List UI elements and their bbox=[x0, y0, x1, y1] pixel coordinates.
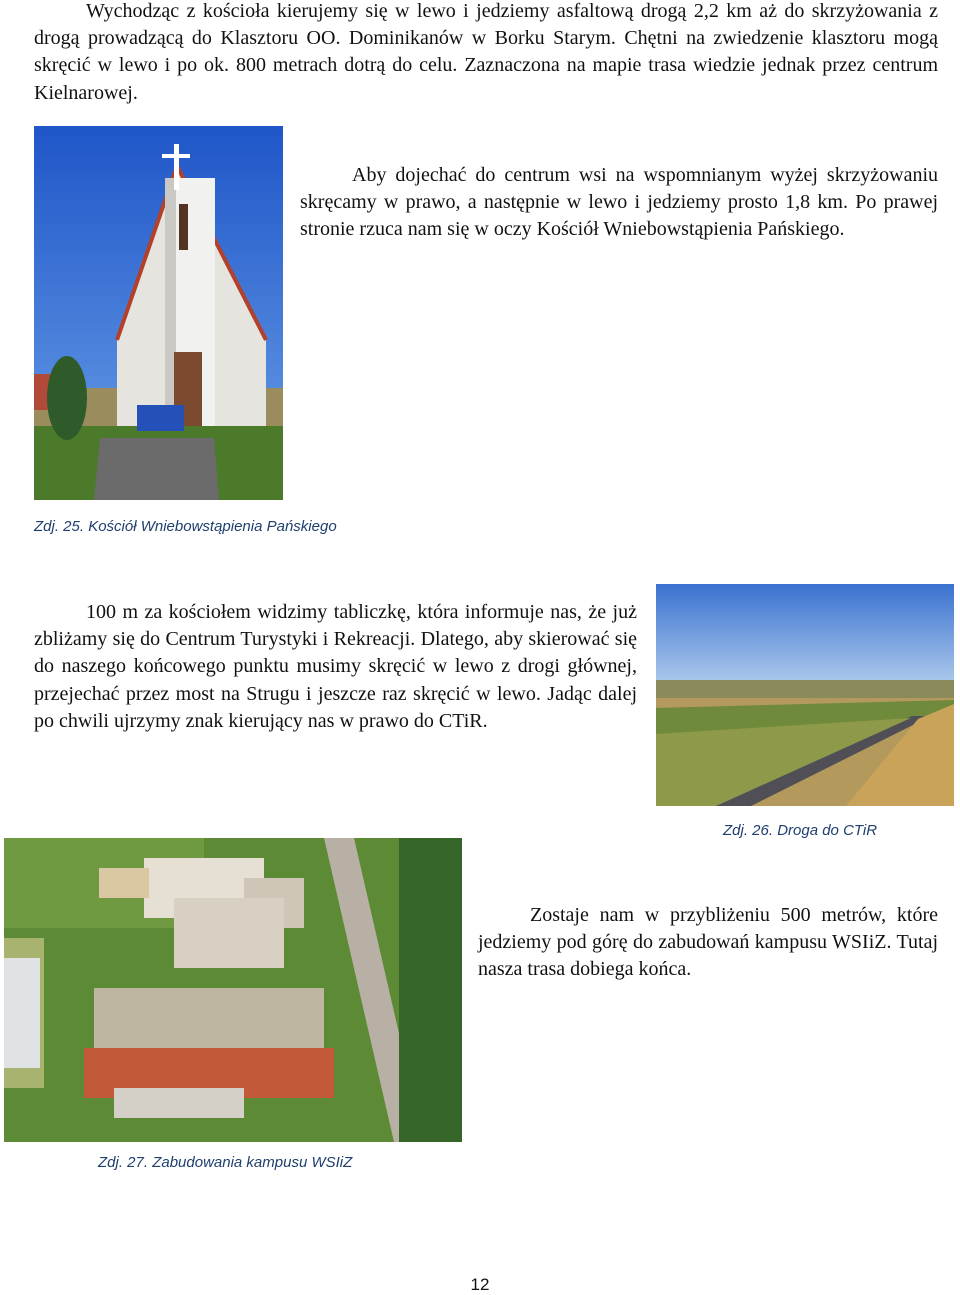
final-paragraph: Zostaje nam w przybliżeniu 500 metrów, które jedziemy pod górę do zabudowań kampusu WSIiZ. Tutaj nasza trasa dobiega końca. bbox=[478, 904, 938, 981]
church-photo bbox=[34, 126, 283, 500]
road-photo bbox=[656, 584, 954, 806]
church-paragraph: Aby dojechać do centrum wsi na wspomnianym wyżej skrzyżowaniu skręcamy w prawo, a następnie w lewo i jedziemy prosto 1,8 km. Po prawej stronie rzuca nam się w oczy Kościół Wniebowstąpienia Pańskiego. bbox=[300, 164, 938, 241]
page-number: 12 bbox=[470, 1275, 490, 1294]
caption-road: Zdj. 26. Droga do CTiR bbox=[723, 822, 878, 839]
ctir-paragraph: 100 m za kościołem widzimy tabliczkę, która informuje nas, że już zbliżamy się do Centrum Turystyki i Rekreacji. Dlatego, aby skierować się do naszego końcowego punktu musimy skręcić w lewo z drogi głównej, przejechać przez most na Strugu i jeszcze raz skręcić w lewo. Jadąc dalej po chwili ujrzymy znak kierujący nas w prawo do CTiR. bbox=[34, 601, 637, 732]
intro-paragraph: Wychodząc z kościoła kierujemy się w lewo i jedziemy asfaltową drogą 2,2 km aż do skrzyżowania z drogą prowadzącą do Klasztoru OO. Dominikanów w Borku Starym. Chętni na zwiedzenie klasztoru mogą skręcić w lewo i po ok. 800 metrach dotrą do celu. Zaznaczona na mapie trasa wiedzie jednak przez centrum Kielnarowej. bbox=[34, 0, 938, 104]
caption-campus: Zdj. 27. Zabudowania kampusu WSIiZ bbox=[98, 1154, 353, 1171]
caption-church: Zdj. 25. Kościół Wniebowstąpienia Pańskiego bbox=[34, 518, 337, 535]
campus-photo bbox=[4, 838, 462, 1142]
